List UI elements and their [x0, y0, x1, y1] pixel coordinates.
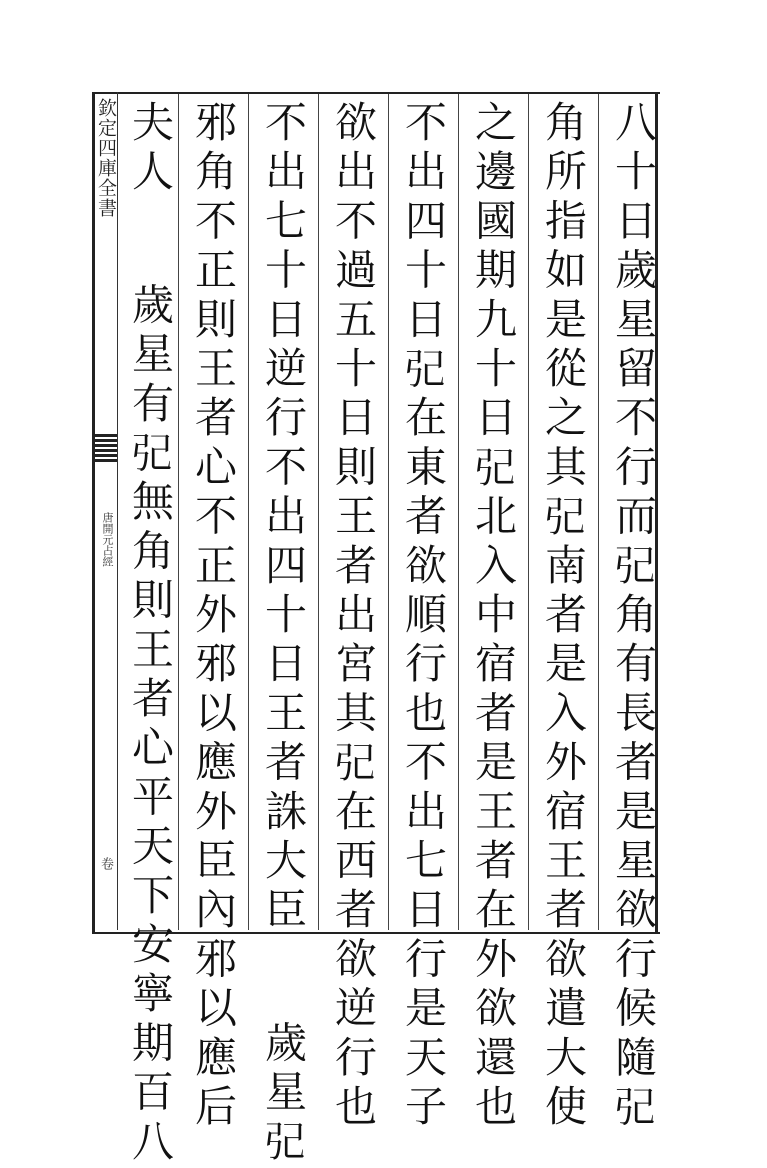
text-column-8-part-a: 夫人: [126, 100, 175, 199]
text-column-6-part-a: 不出七十日逆行不出四十日王者誅大臣: [259, 100, 308, 937]
text-column-8-part-b: 歲星有𢀶無角則王者心平天下安寧期百八: [126, 282, 175, 1168]
banxin-subtitle: 唐開元占經: [101, 512, 114, 567]
column-divider: [318, 94, 319, 930]
text-column-7: 邪角不正則王者心不正外邪以應外臣內邪以應后: [189, 100, 238, 1134]
text-column-1: 八十日歲星留不行而𢀶角有長者是星欲行候隨𢀶: [609, 100, 658, 1134]
text-column-3: 之邊國期九十日𢀶北入中宿者是王者在外欲還也: [469, 100, 518, 1134]
column-divider: [388, 94, 389, 930]
text-column-8: [120, 100, 180, 1168]
text-column-4: 不出四十日𢀶在東者欲順行也不出七日行是天子: [399, 100, 448, 1134]
text-column-6-part-b: 歲星𢀶: [259, 1020, 308, 1168]
text-column-2: 角所指如是從之其𢀶南者是入外宿王者欲遣大使: [539, 100, 588, 1134]
banxin-title: 欽定四庫全書: [95, 98, 117, 218]
text-column-5: 欲出不過五十日則王者出宮其𢀶在西者欲逆行也: [329, 100, 378, 1134]
banxin-margin: [95, 92, 118, 930]
column-divider: [458, 94, 459, 930]
column-divider: [528, 94, 529, 930]
column-divider: [248, 94, 249, 930]
banxin-page-number: 卷: [98, 857, 113, 870]
column-divider: [598, 94, 599, 930]
banxin-fishtail-mark: [95, 432, 117, 462]
text-column-6: [253, 100, 313, 1168]
